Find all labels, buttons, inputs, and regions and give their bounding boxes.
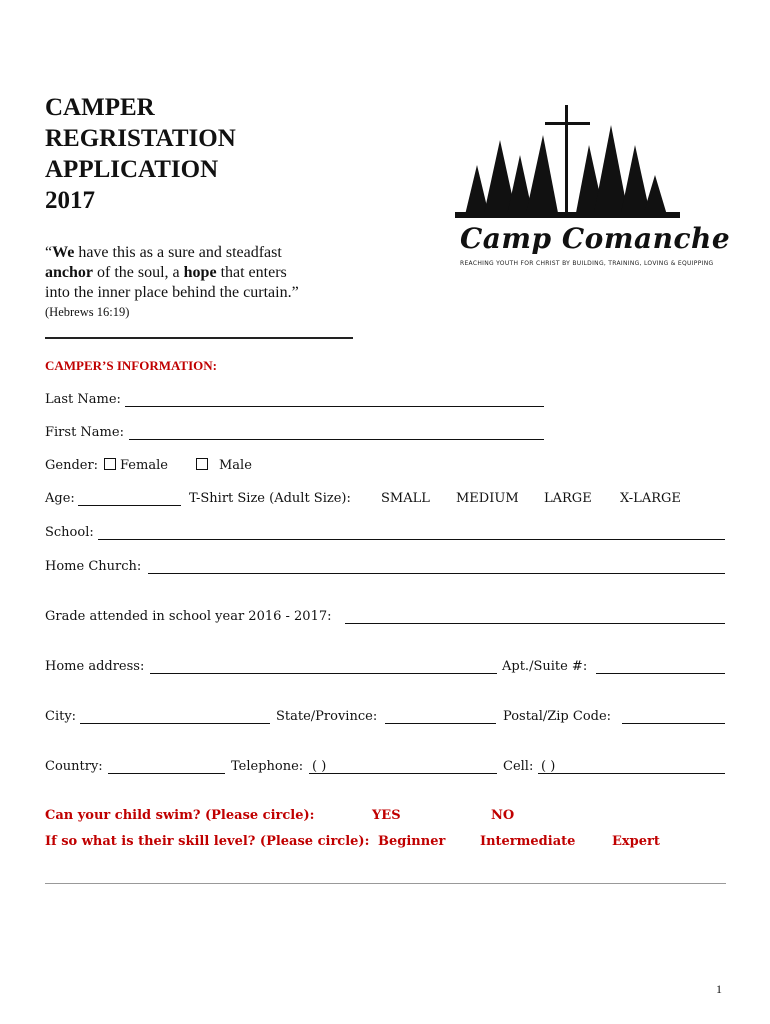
size-medium[interactable]: MEDIUM <box>456 491 519 506</box>
divider <box>45 337 353 339</box>
page-number: 1 <box>716 982 722 996</box>
male-checkbox[interactable] <box>196 458 208 470</box>
scripture-citation: (Hebrews 16:19) <box>45 305 130 319</box>
skill-question: If so what is their skill level? (Please circle): <box>45 834 370 849</box>
logo-wordmark: Camp Comanche <box>460 222 731 255</box>
logo-tagline: REACHING YOUTH FOR CHRIST BY BUILDING, TRAINING, LOVING & EQUIPPING <box>460 260 714 267</box>
section-title: CAMPER’S INFORMATION: <box>45 358 217 373</box>
gender-label: Gender: <box>45 458 99 473</box>
male-option[interactable]: Male <box>196 458 252 473</box>
grade-label: Grade attended in school year 2016 - 2017: <box>45 609 332 624</box>
telephone-field[interactable] <box>309 773 497 774</box>
age-field[interactable] <box>78 505 181 506</box>
swim-question: Can your child swim? (Please circle): <box>45 808 315 823</box>
swim-yes-option[interactable]: YES <box>372 808 401 823</box>
size-xlarge[interactable]: X-LARGE <box>620 491 681 506</box>
postal-label: Postal/Zip Code: <box>503 709 612 724</box>
school-field[interactable] <box>98 539 725 540</box>
size-small[interactable]: SMALL <box>381 491 430 506</box>
country-field[interactable] <box>108 773 225 774</box>
tshirt-label: T-Shirt Size (Adult Size): <box>189 491 351 506</box>
title-line: CAMPER <box>45 94 155 121</box>
telephone-label: Telephone: <box>231 759 304 774</box>
scripture-quote: “We have this as a sure and steadfast anchor of the soul, a hope that enters into the inner place behind the curtain.” <box>45 244 299 301</box>
apt-field[interactable] <box>596 673 725 674</box>
state-label: State/Province: <box>276 709 378 724</box>
school-label: School: <box>45 525 94 540</box>
title-line: REGRISTATION <box>45 125 236 152</box>
size-large[interactable]: LARGE <box>544 491 592 506</box>
cell-label: Cell: <box>503 759 534 774</box>
cell-field[interactable] <box>538 773 725 774</box>
postal-field[interactable] <box>622 723 725 724</box>
city-label: City: <box>45 709 77 724</box>
female-option[interactable]: Female <box>104 458 168 473</box>
cell-area-code: ( ) <box>541 759 556 774</box>
home-address-field[interactable] <box>150 673 497 674</box>
skill-intermediate-option[interactable]: Intermediate <box>480 834 576 849</box>
grade-field[interactable] <box>345 623 725 624</box>
title-line: APPLICATION <box>45 156 219 183</box>
age-label: Age: <box>45 491 75 506</box>
title-line: 2017 <box>45 187 95 214</box>
skill-expert-option[interactable]: Expert <box>612 834 660 849</box>
first-name-field[interactable] <box>129 439 544 440</box>
last-name-field[interactable] <box>125 406 544 407</box>
divider <box>45 883 726 884</box>
skill-beginner-option[interactable]: Beginner <box>378 834 446 849</box>
first-name-label: First Name: <box>45 425 124 440</box>
city-field[interactable] <box>80 723 270 724</box>
country-label: Country: <box>45 759 103 774</box>
telephone-area-code: ( ) <box>312 759 327 774</box>
state-field[interactable] <box>385 723 496 724</box>
female-checkbox[interactable] <box>104 458 116 470</box>
home-church-label: Home Church: <box>45 559 142 574</box>
apt-label: Apt./Suite #: <box>502 659 588 674</box>
last-name-label: Last Name: <box>45 392 121 407</box>
form-title <box>45 92 236 216</box>
home-church-field[interactable] <box>148 573 725 574</box>
swim-no-option[interactable]: NO <box>491 808 515 823</box>
home-address-label: Home address: <box>45 659 145 674</box>
